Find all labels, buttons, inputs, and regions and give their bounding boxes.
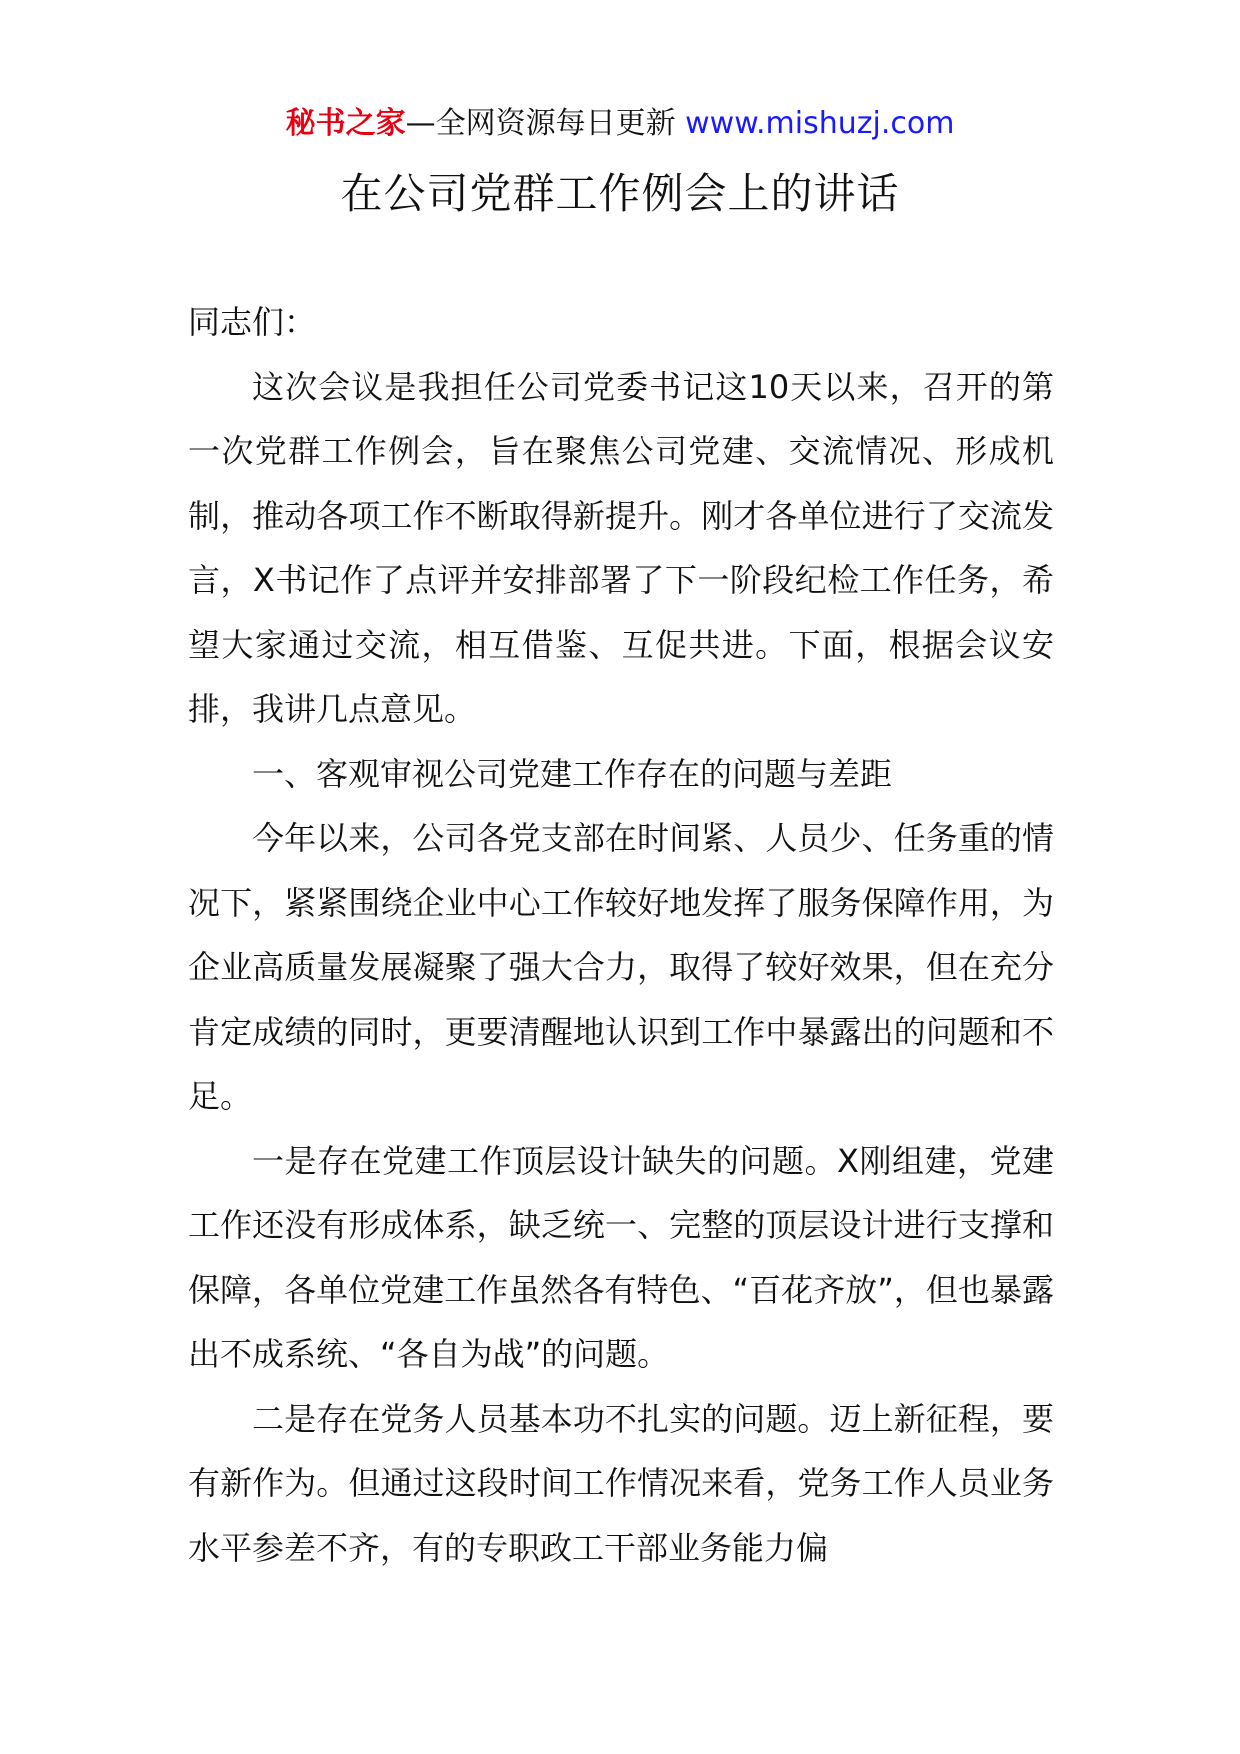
site-brand: 秘书之家 xyxy=(285,106,406,141)
paragraph-overview: 今年以来，公司各党支部在时间紧、人员少、任务重的情况下，紧紧围绕企业中心工作较好地发挥了服务保障作用，为企业高质量发展凝聚了强大合力，取得了较好效果，但在充分肯定成绩的同时，更要清醒地认识到工作中暴露出的问题和不足。 xyxy=(188,819,1054,1115)
paragraph-intro: 这次会议是我担任公司党委书记这10天以来，召开的第一次党群工作例会，旨在聚焦公司党建、交流情况、形成机制，推动各项工作不断取得新提升。刚才各单位进行了交流发言，X书记作了点评并安排部署了下一阶段纪检工作任务，希望大家通过交流，相互借鉴、互促共进。下面，根据会议安排，我讲几点意见。 xyxy=(188,367,1054,728)
site-slogan: —全网资源每日更新 xyxy=(405,106,686,141)
document-body xyxy=(188,290,1054,1580)
document-title: 在公司党群工作例会上的讲话 xyxy=(340,169,900,218)
site-url-link[interactable]: www.mishuzj.com xyxy=(685,106,955,141)
salutation: 同志们： xyxy=(188,303,317,341)
section-heading-1: 一、客观审视公司党建工作存在的问题与差距 xyxy=(252,754,893,793)
paragraph-problem-2: 二是存在党务人员基本功不扎实的问题。迈上新征程，要有新作为。但通过这段时间工作情况来看，党务工作人员业务水平参差不齐，有的专职政工干部业务能力偏 xyxy=(188,1399,1054,1567)
paragraph-problem-1: 一是存在党建工作顶层设计缺失的问题。X刚组建，党建工作还没有形成体系，缺乏统一、完整的顶层设计进行支撑和保障，各单位党建工作虽然各有特色、“百花齐放”，但也暴露出不成系统、“各自为战”的问题。 xyxy=(188,1141,1054,1373)
site-header xyxy=(0,100,1240,148)
